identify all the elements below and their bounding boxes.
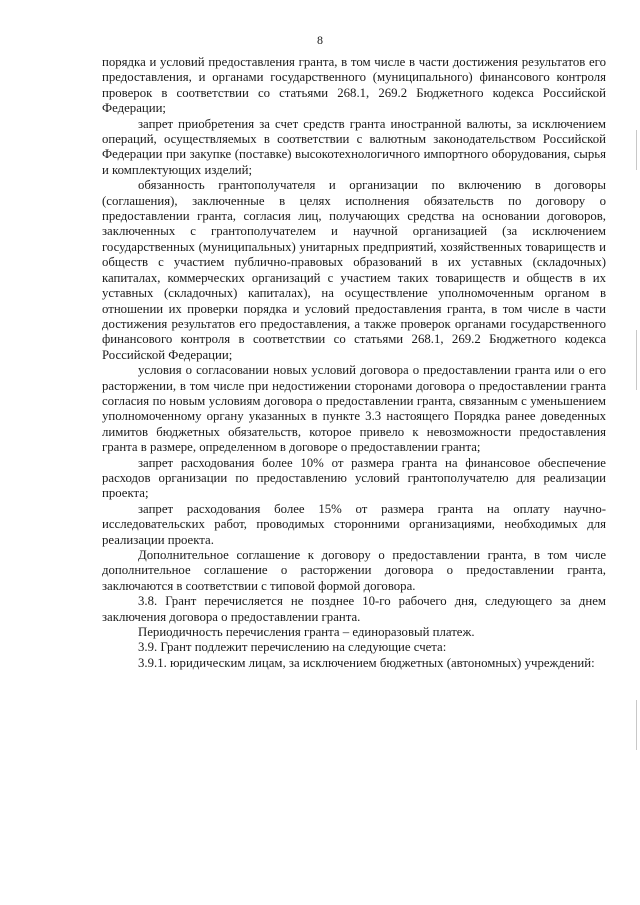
page-number: 8 <box>317 33 323 47</box>
paragraph-2: обязанность грантополучателя и организации по включению в договоры (соглашения), заключенные в целях исполнения обязательств по договору о предоставлении гранта, согласия лиц, получающих средства на основании договоров, заключенных с грантополучателем и научной организацией (за исключением государственных (муниципальных) унитарных предприятий, хозяйственных товариществ и обществ с участием публично-правовых образований в их уставных (складочных) капиталах, коммерческих организаций с участием таких товариществ и обществ в их уставных (складочных) капиталах), на осуществление уполномоченным органом в отношении их проверки порядка и условий предоставления гранта, в том числе в части достижения результатов его предоставления, а также проверок органами государственного финансового контроля в соответствии со статьями 268.1, 269.2 Бюджетного кодекса Российской Федерации; <box>102 178 606 362</box>
paragraph-10: 3.9.1. юридическим лицам, за исключением бюджетных (автономных) учреждений: <box>138 655 595 670</box>
paragraph-3: условия о согласовании новых условий договора о предоставлении гранта или о его расторжении, в том числе при недостижении сторонами договора о предоставлении гранта согласия по новым условиям договора о предоставлении гранта, связанным с уменьшением уполномоченному органу указанных в пункте 3.3 настоящего Порядка ранее доведенных лимитов бюджетных обязательств, которое привело к невозможности предоставления гранта в размере, определенном в договоре о предоставлении гранта; <box>102 363 606 455</box>
scan-edge-mark <box>636 130 637 170</box>
paragraph-7: 3.8. Грант перечисляется не позднее 10-го рабочего дня, следующего за днем заключения договора о предоставлении гранта. <box>102 594 606 624</box>
paragraph-0: порядка и условий предоставления гранта, в том числе в части достижения результатов его предоставления, и органами государственного (муниципального) финансового контроля проверок в соответствии со статьями 268.1, 269.2 Бюджетного кодекса Российской Федерации; <box>102 55 606 116</box>
paragraph-4: запрет расходования более 10% от размера гранта на финансовое обеспечение расходов организации по предоставлению условий грантополучателю для реализации проекта; <box>102 455 606 501</box>
paragraph-1: запрет приобретения за счет средств гранта иностранной валюты, за исключением операций, осуществляемых в соответствии с валютным законодательством Российской Федерации при закупке (поставке) высокотехнологичного импортного оборудования, сырья и комплектующих изделий; <box>102 116 606 177</box>
paragraph-5: запрет расходования более 15% от размера гранта на оплату научно-исследовательских работ, проводимых сторонними организациями, необходимых для реализации проекта. <box>102 501 606 547</box>
scan-edge-mark <box>636 700 637 750</box>
paragraph-6: Дополнительное соглашение к договору о предоставлении гранта, в том числе дополнительное соглашение о расторжении договора о предоставлении гранта, заключаются в соответствии с типовой формой договора. <box>102 548 606 593</box>
document-body <box>102 55 606 671</box>
paragraph-8: Периодичность перечисления гранта – единоразовый платеж. <box>138 625 475 640</box>
scan-edge-mark <box>636 330 637 390</box>
paragraph-9: 3.9. Грант подлежит перечислению на следующие счета: <box>138 640 447 655</box>
